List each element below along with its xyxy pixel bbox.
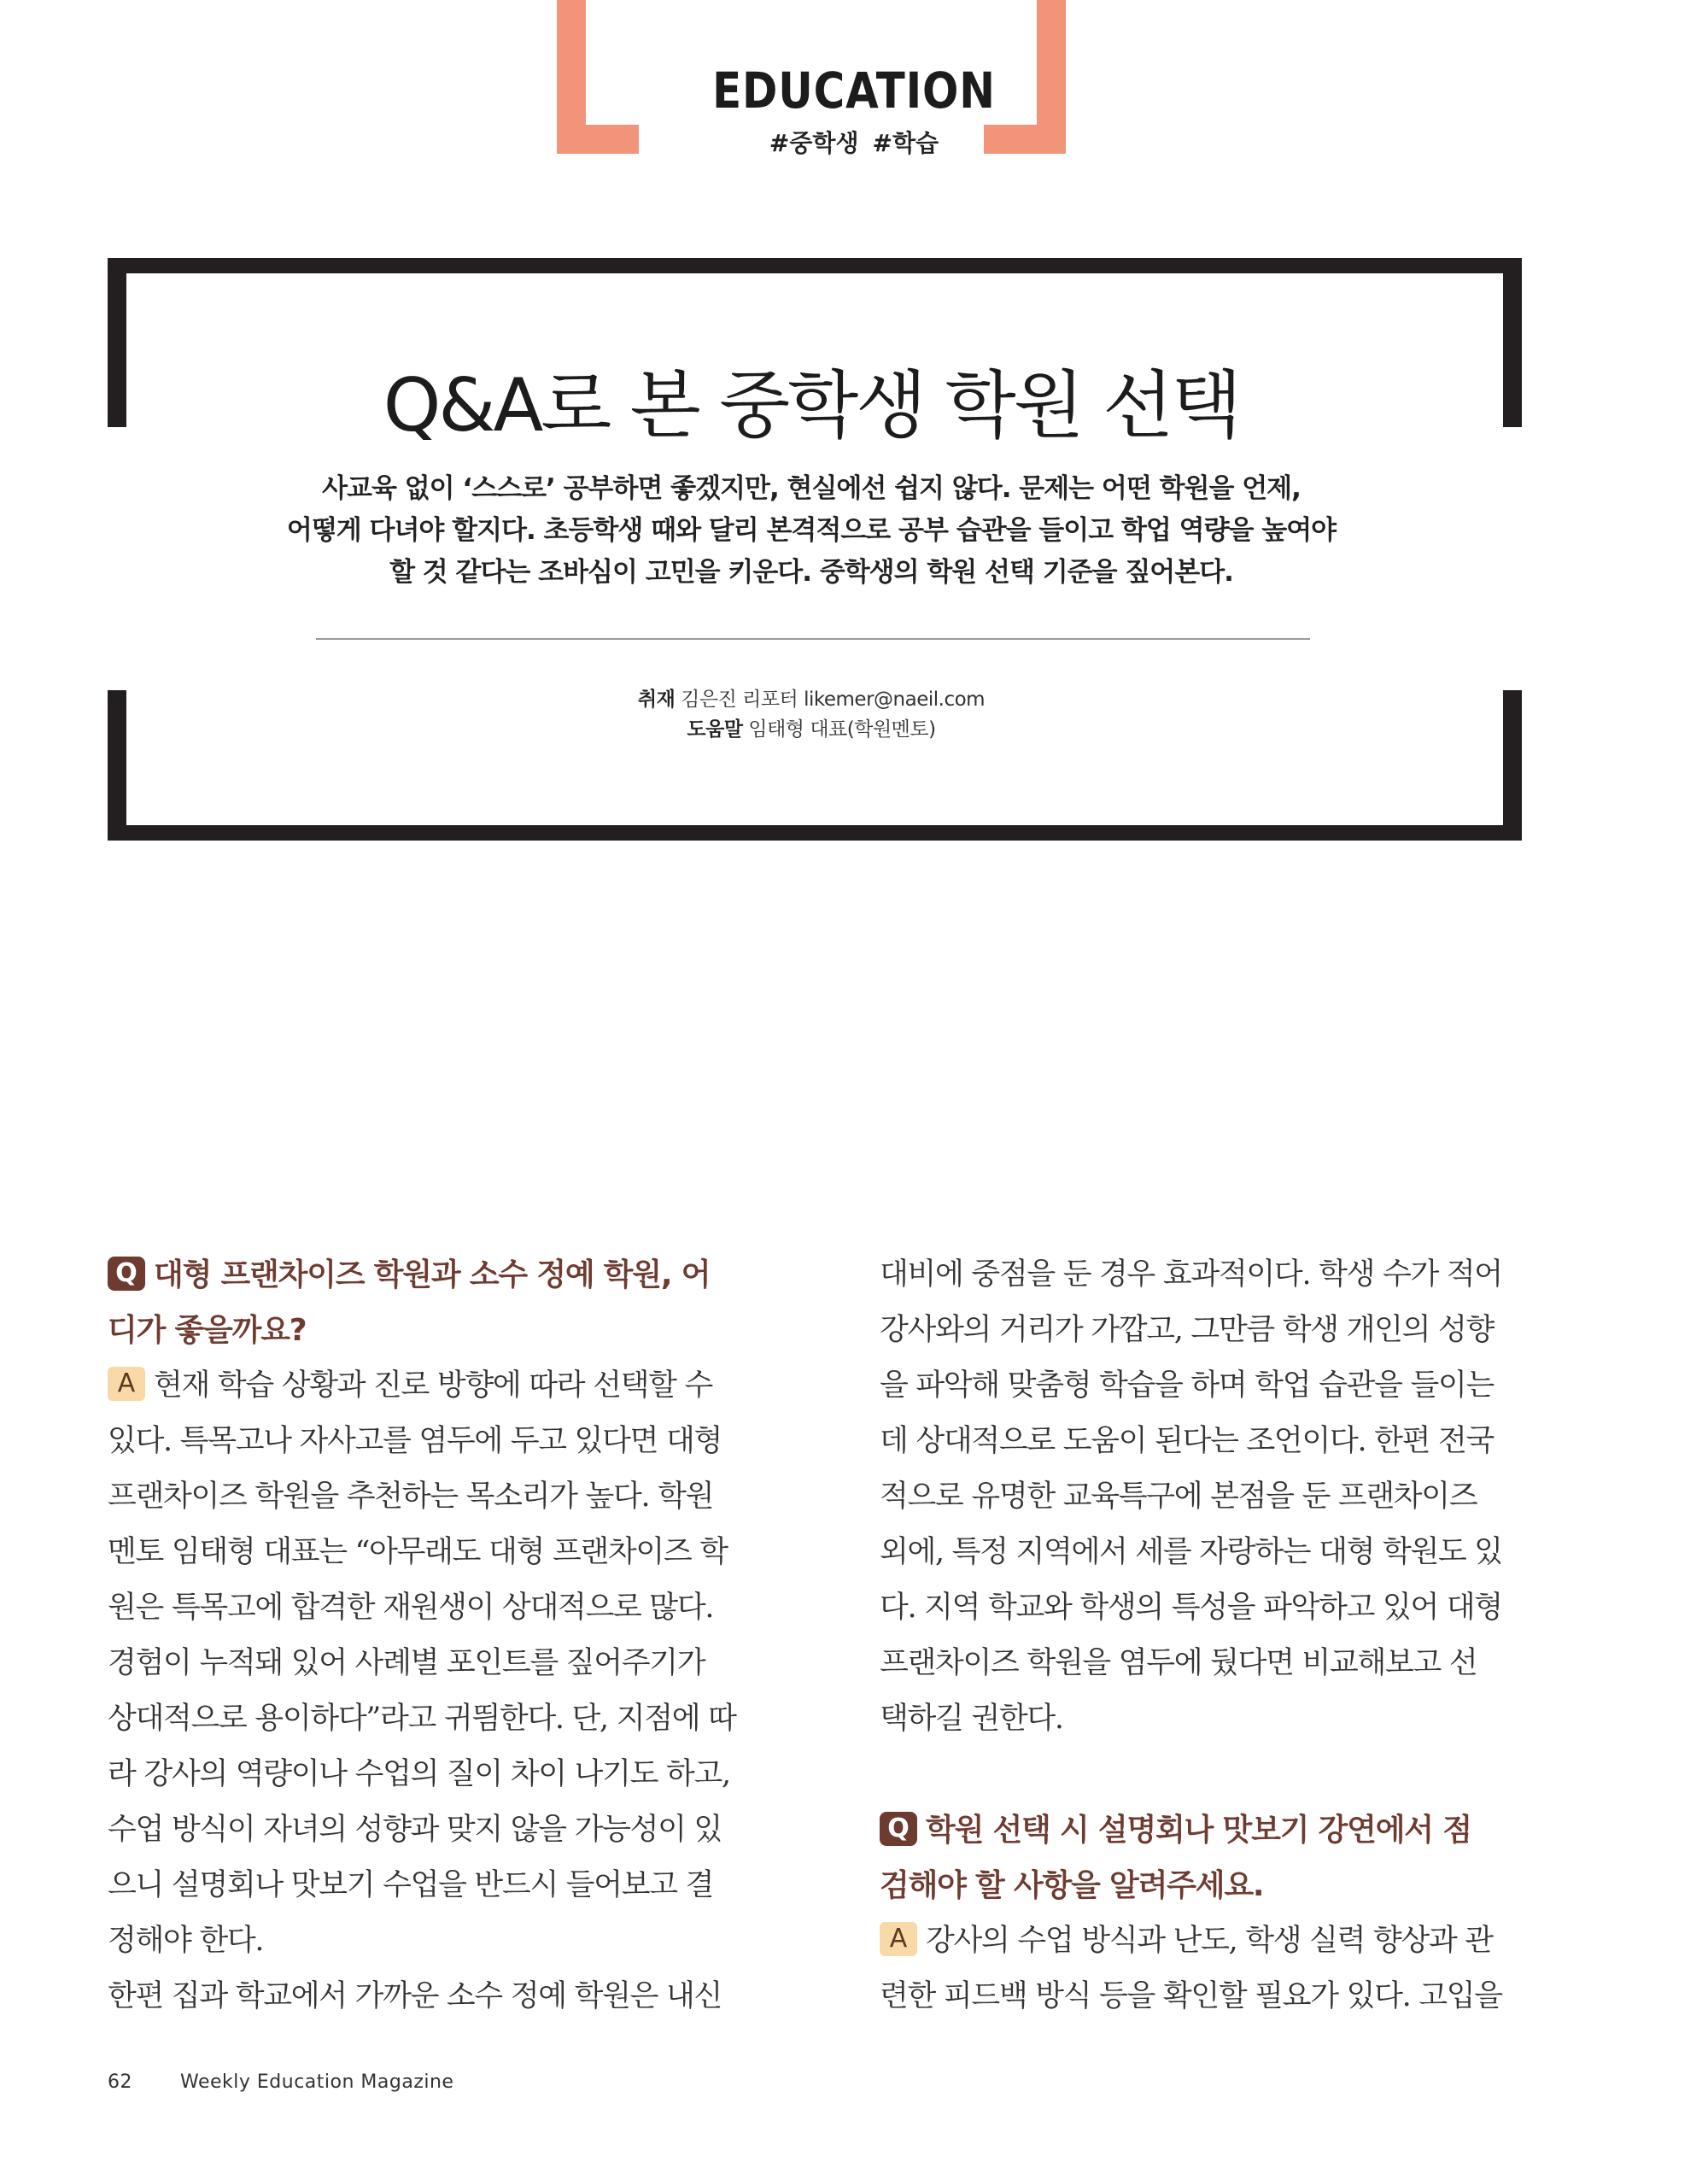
answer-1-line: 을 파악해 맞춤형 학습을 하며 학업 습관을 들이는 bbox=[880, 1368, 1494, 1403]
question-text: 대형 프랜차이즈 학원과 소수 정예 학원, 어 bbox=[154, 1257, 711, 1292]
reporter-label: 취재 bbox=[637, 688, 676, 711]
question-badge: Q bbox=[880, 1812, 917, 1846]
answer-text: 강사의 수업 방식과 난도, 학생 실력 향상과 관 bbox=[926, 1924, 1493, 1958]
question-2-line bbox=[880, 1802, 1522, 1858]
question-badge: Q bbox=[108, 1257, 145, 1291]
frame-bottom-left-leg bbox=[108, 690, 126, 841]
frame-bottom-border bbox=[108, 825, 1522, 841]
helper-name: 임태형 대표(학원멘토) bbox=[748, 718, 936, 741]
lead-divider bbox=[316, 638, 1310, 640]
tag: #중학생 bbox=[769, 129, 859, 157]
question-2-line: 검해야 할 사항을 알려주세요. bbox=[880, 1868, 1264, 1903]
frame-top-right-leg bbox=[1503, 258, 1522, 427]
page-number: 62 bbox=[108, 2071, 132, 2093]
answer-1-line: 다. 지역 학교와 학생의 특성을 파악하고 있어 대형 bbox=[880, 1591, 1502, 1625]
answer-1-line: 외에, 특정 지역에서 세를 자랑하는 대형 학원도 있 bbox=[880, 1535, 1502, 1569]
frame-bottom-right-leg bbox=[1503, 690, 1522, 841]
answer-text: 현재 학습 상황과 진로 방향에 따라 선택할 수 bbox=[154, 1368, 712, 1403]
section-label: EDUCATION bbox=[712, 62, 996, 120]
answer-1-line: 강사와의 거리가 가깝고, 그만큼 학생 개인의 성향 bbox=[880, 1313, 1494, 1347]
lead-line: 할 것 같다는 조바심이 고민을 키운다. 중학생의 학원 선택 기준을 짚어본다. bbox=[389, 557, 1233, 588]
answer-badge: A bbox=[108, 1367, 145, 1401]
answer-1-line: 있다. 특목고나 자사고를 염두에 두고 있다면 대형 bbox=[108, 1424, 722, 1458]
answer-1-line: 상대적으로 용이하다”라고 귀띔한다. 단, 지점에 따 bbox=[108, 1702, 736, 1736]
answer-1-line: 경험이 누적돼 있어 사례별 포인트를 짚어주기가 bbox=[108, 1646, 705, 1680]
spacer bbox=[880, 1747, 1522, 1802]
answer-1-line: 라 강사의 역량이나 수업의 질이 차이 나기도 하고, bbox=[108, 1757, 730, 1791]
answer-2-line bbox=[880, 1913, 1522, 1969]
reporter-credit bbox=[512, 685, 1110, 715]
answer-1-line: 프랜차이즈 학원을 염두에 뒀다면 비교해보고 선 bbox=[880, 1646, 1477, 1680]
answer-1-line: 프랜차이즈 학원을 추천하는 목소리가 높다. 학원 bbox=[108, 1480, 714, 1514]
frame-top-border bbox=[108, 258, 1522, 273]
article-credits bbox=[512, 685, 1110, 745]
magazine-name: Weekly Education Magazine bbox=[180, 2071, 454, 2093]
answer-1-line: 대비에 중점을 둔 경우 효과적이다. 학생 수가 적어 bbox=[880, 1257, 1502, 1292]
answer-1-line bbox=[108, 1358, 750, 1414]
right-column bbox=[880, 1247, 1522, 2024]
page-footer bbox=[108, 2071, 453, 2093]
answer-1-line: 수업 방식이 자녀의 성향과 맞지 않을 가능성이 있 bbox=[108, 1813, 722, 1847]
answer-1-line: 데 상대적으로 도움이 된다는 조언이다. 한편 전국 bbox=[880, 1424, 1494, 1458]
answer-1-line: 원은 특목고에 합격한 재원생이 상대적으로 많다. bbox=[108, 1591, 714, 1625]
helper-label: 도움말 bbox=[687, 718, 743, 741]
reporter-name: 김은진 리포터 likemer@naeil.com bbox=[681, 688, 986, 711]
helper-credit bbox=[512, 715, 1110, 745]
left-column bbox=[108, 1247, 750, 2024]
tag: #학습 bbox=[872, 129, 939, 157]
section-tags bbox=[598, 125, 1110, 159]
answer-1-line: 택하길 권한다. bbox=[880, 1702, 1063, 1736]
frame-top-left-leg bbox=[108, 258, 126, 427]
answer-badge: A bbox=[880, 1922, 917, 1956]
answer-1-line: 멘토 임태형 대표는 “아무래도 대형 프랜차이즈 학 bbox=[108, 1535, 728, 1569]
article-lead bbox=[239, 468, 1383, 594]
answer-1-line: 한편 집과 학교에서 가까운 소수 정예 학원은 내신 bbox=[108, 1979, 722, 2013]
answer-2-line: 련한 피드백 방식 등을 확인할 필요가 있다. 고입을 bbox=[880, 1979, 1502, 2013]
answer-1-line: 정해야 한다. bbox=[108, 1924, 264, 1958]
question-1-line bbox=[108, 1247, 750, 1303]
question-text: 학원 선택 시 설명회나 맛보기 강연에서 점 bbox=[926, 1813, 1471, 1848]
question-1-line: 디가 좋을까요? bbox=[108, 1313, 307, 1348]
lead-line: 어떻게 다녀야 할지다. 초등학생 때와 달리 본격적으로 공부 습관을 들이고 학업 역량을 높여야 bbox=[286, 515, 1337, 546]
answer-1-line: 적으로 유명한 교육특구에 본점을 둔 프랜차이즈 bbox=[880, 1480, 1477, 1514]
lead-line: 사교육 없이 ‘스스로’ 공부하면 좋겠지만, 현실에선 쉽지 않다. 문제는 어떤 학원을 언제, bbox=[322, 473, 1301, 504]
answer-1-line: 으니 설명회나 맛보기 수업을 반드시 들어보고 결 bbox=[108, 1868, 714, 1902]
article-title: Q&A로 본 중학생 학원 선택 bbox=[383, 363, 1240, 448]
